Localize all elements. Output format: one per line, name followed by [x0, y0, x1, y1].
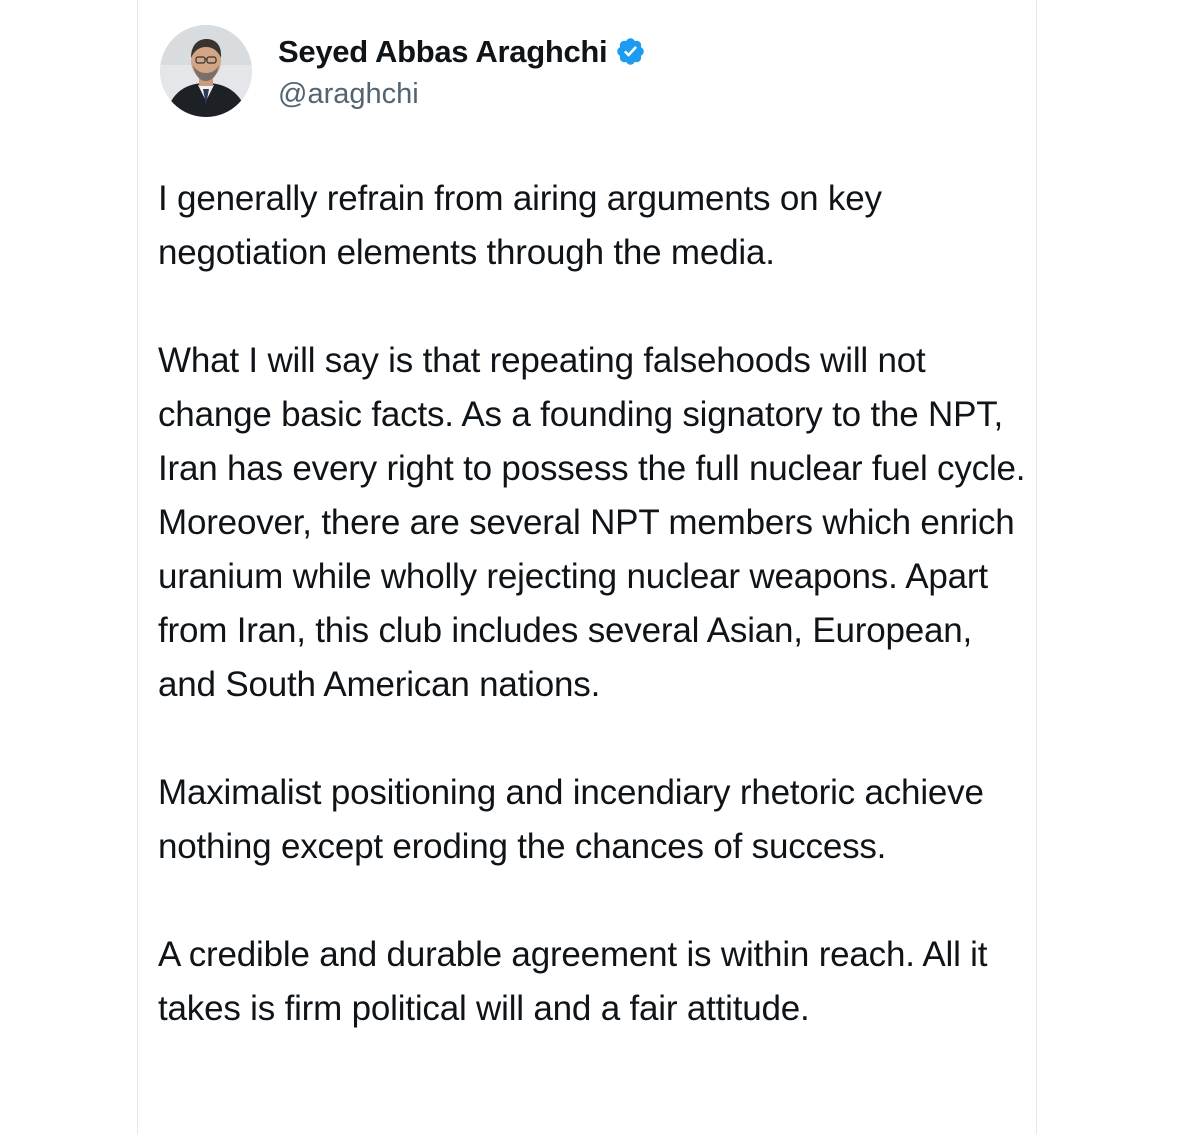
author-display-name[interactable]: Seyed Abbas Araghchi [278, 33, 608, 69]
verified-badge-icon[interactable] [615, 36, 646, 67]
tweet-paragraph: I generally refrain from airing arguments on key negotiation elements through the media. [158, 179, 882, 272]
profile-photo [160, 25, 252, 117]
tweet-paragraph: A credible and durable agreement is within reach. All it takes is firm political will and a fair attitude. [158, 935, 988, 1028]
avatar[interactable] [160, 25, 252, 117]
name-row [278, 32, 646, 72]
tweet-card [137, 0, 1037, 1134]
author-handle[interactable]: @araghchi [278, 77, 419, 110]
tweet-text [158, 172, 1028, 1090]
tweet-paragraph: What I will say is that repeating falsehoods will not change basic facts. As a founding signatory to the NPT, Iran has every right to possess the full nuclear fuel cycle. Moreover, there are several NPT members which enrich uranium while wholly rejecting nuclear weapons. Apart from Iran, this club includes several Asian, European, and South American nations. [158, 341, 1026, 704]
author-names [278, 32, 646, 111]
tweet-header [160, 21, 646, 121]
tweet-paragraph: Maximalist positioning and incendiary rhetoric achieve nothing except eroding the chances of success. [158, 773, 984, 866]
